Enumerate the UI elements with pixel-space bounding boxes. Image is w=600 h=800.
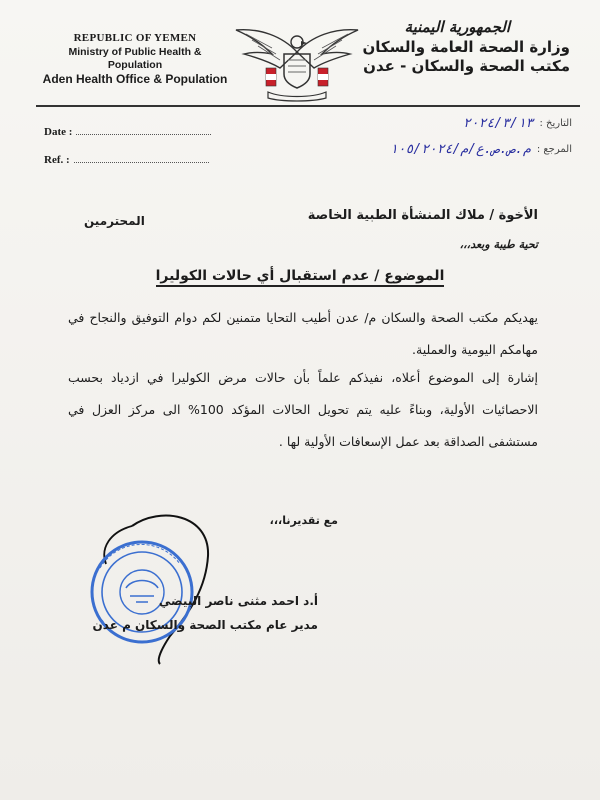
letterhead-ar-office: مكتب الصحة والسكان - عدن bbox=[363, 57, 570, 75]
ref-label-ar: المرجع : bbox=[536, 144, 572, 155]
letterhead-arabic bbox=[360, 18, 570, 77]
body-paragraph-1: يهديكم مكتب الصحة والسكان م/ عدن أطيب التحايا متمنين لكم دوام التوفيق والنجاح في مهامكم اليومية والعملية. bbox=[68, 310, 538, 357]
subject-text: الموضوع / عدم استقبال أي حالات الكوليرا bbox=[156, 268, 445, 287]
letterhead-ar-country: الجمهورية اليمنية bbox=[404, 18, 510, 36]
signatory-name: أ.د احمد مثنى ناصر البيضي bbox=[158, 594, 318, 608]
body-paragraph-2: إشارة إلى الموضوع أعلاه، نفيذكم علماً بأن حالات مرض الكوليرا في ازدياد بحسب الاحصائيات الأولية، وبناءً عليه يتم تحويل الحالات المؤكد 100% الى مركز العزل في مستشفى الصداقة بعد عمل الإسعافات الأولية لها . bbox=[68, 370, 538, 449]
greeting-line: تحية طيبة وبعد،،، bbox=[459, 238, 538, 251]
closing-line: مع تقديرنا،،، bbox=[269, 514, 338, 527]
addressee-line: الأخوة / ملاك المنشأة الطبية الخاصة bbox=[307, 208, 538, 223]
header-divider bbox=[36, 105, 580, 107]
date-dotted-line bbox=[76, 134, 211, 135]
date-handwritten-value: ٢٠٢٤/٣/١٣ bbox=[463, 116, 534, 131]
respected-label: المحترمين bbox=[84, 214, 145, 228]
letterhead-country: REPUBLIC OF YEMEN bbox=[73, 32, 197, 44]
letterhead-english bbox=[40, 32, 230, 87]
ref-field-en bbox=[44, 154, 209, 166]
date-label-en: Date : bbox=[44, 126, 73, 138]
ref-label-en: Ref. : bbox=[44, 154, 70, 166]
date-label-ar: التاريخ : bbox=[539, 118, 572, 129]
signatory-title: مدير عام مكتب الصحة والسكان م عدن bbox=[92, 618, 318, 632]
letterhead-office: Aden Health Office & Population bbox=[42, 72, 228, 86]
letterhead-ar-ministry: وزارة الصحة العامة والسكان bbox=[362, 37, 570, 56]
office-stamp-icon bbox=[70, 508, 220, 668]
ref-dotted-line bbox=[74, 162, 209, 163]
subject-line bbox=[120, 268, 480, 284]
ref-field-ar bbox=[390, 142, 572, 157]
yemen-eagle-emblem-icon bbox=[232, 22, 362, 104]
ref-handwritten-value: م.ص.ص.ع/م/١٠٥/٢٠٢٤ bbox=[389, 142, 531, 157]
letterhead-ministry: Ministry of Public Health & Population bbox=[68, 45, 202, 71]
date-field-ar bbox=[463, 116, 572, 131]
date-field-en bbox=[44, 126, 211, 138]
